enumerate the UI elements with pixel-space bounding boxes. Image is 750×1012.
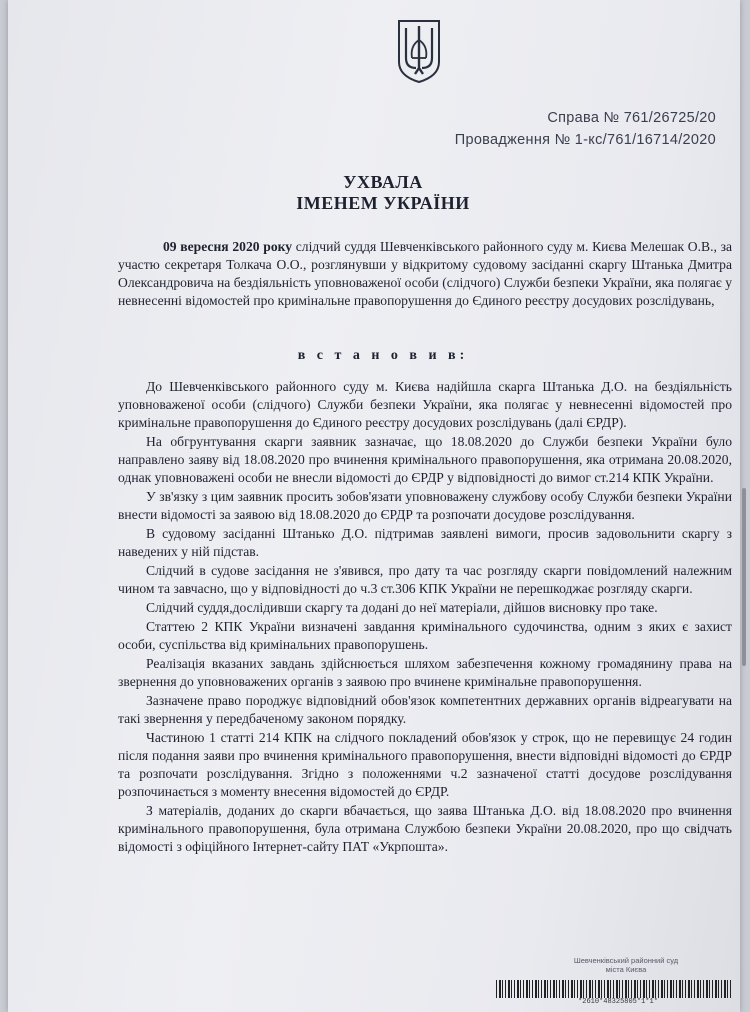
body-paragraph: В судовому засіданні Штанько Д.О. підтримав заявлені вимоги, просив задовольнити скаргу з наведених у ній підстав. [118, 526, 732, 559]
body-paragraph: Слідчий в судове засідання не з'явився, про дату та час розгляду скарги повідомлений належним чином та завчасно, що у відповідності до ч.3 ст.306 КПК України не перешкоджає розгляду скарги. [118, 563, 732, 596]
body-paragraph: Реалізація вказаних завдань здійснюється шляхом забезпечення кожному громадянину права на звернення до уповноважених органів з заявою про вчинене кримінальне правопорушення. [118, 656, 732, 689]
scrollbar[interactable] [742, 488, 746, 666]
document-body [118, 378, 732, 857]
body-paragraph: Зазначене право породжує відповідний обов'язок компетентних державних органів відреагувати на такі звернення у передбаченому законом порядку. [118, 693, 732, 726]
trident-emblem-icon [396, 18, 442, 84]
body-paragraph: До Шевченківського районного суду м. Києва надійшла скарга Штанька Д.О. на бездіяльність уповноваженої особи (слідчого) Служби безпеки України, яка полягає у невнесенні відомостей про кримінальне правопорушення до Єдиного реєстру досудових розслідувань (далі ЄРДР). [118, 379, 732, 430]
stamp-line: Шевченківський районний суд [573, 956, 679, 965]
ruling-date: 09 вересня 2020 року [163, 239, 293, 254]
intro-paragraph [118, 238, 732, 310]
section-heading: в с т а н о в и в: [297, 348, 469, 363]
document-page [8, 0, 740, 1012]
document-subtitle: ІМЕНЕМ УКРАЇНИ [296, 193, 470, 213]
body-paragraph: На обгрунтування скарги заявник зазначає, що 18.08.2020 до Служби безпеки України було направлено заяву від 18.08.2020 про вчинення кримінального правопорушення, яка отримана 20.08.2020, однак уповноважені особи не внесли відомості до ЄРДР у відповідності до вимог ст.214 КПК України. [118, 434, 732, 485]
intro-text: слідчий суддя Шевченківського районного суду м. Києва Мелешак О.В., за участю секретаря Толкача О.О., розглянувши у відкритому судовому засіданні скаргу Штанька Дмитра Олександровича на бездіяльність уповноваженої особи (слідчого) Служби безпеки України, яка полягає у невнесенні відомостей про кримінальне правопорушення до Єдиного реєстру досудових розслідувань, [118, 239, 732, 308]
case-number: Справа № 761/26725/20 [547, 110, 716, 126]
body-paragraph: Слідчий суддя,дослідивши скаргу та додані до неї матеріали, дійшов висновку про таке. [146, 600, 658, 615]
document-title: УХВАЛА [343, 172, 423, 192]
court-stamp [556, 956, 696, 974]
proceeding-number: Провадження № 1-кс/761/16714/2020 [454, 132, 716, 148]
barcode [496, 980, 732, 998]
body-paragraph: З матеріалів, доданих до скарги вбачається, що заява Штанька Д.О. від 18.08.2020 про вчинення кримінального правопорушення, була отримана Службою безпеки України 20.08.2020, про що свідчать відомості з офіційного Інтернет-сайту ПАТ «Укрпошта». [118, 803, 732, 854]
body-paragraph: У зв'язку з цим заявник просить зобов'язати уповноважену службову особу Служби безпеки України внести відомості за заявою від 18.08.2020 до ЄРДР та розпочати досудове розслідування. [118, 489, 732, 522]
body-paragraph: Частиною 1 статті 214 КПК на слідчого покладений обов'язок у строк, що не перевищує 24 годин після подання заяви про вчинення кримінального правопорушення, внести відповідні відомості до ЄРДР та розпочати розслідування. Згідно з положеннями ч.2 зазначеної статті досудове розслідування розпочинається з моменту внесення відомостей до ЄРДР. [118, 730, 732, 799]
body-paragraph: Статтею 2 КПК України визначені завдання кримінального судочинства, одним з яких є захист особи, суспільства від кримінальних правопорушень. [118, 619, 732, 652]
stamp-line: міста Києва [605, 965, 647, 974]
barcode-number: *2610*48325805*1*1* [578, 998, 658, 1006]
